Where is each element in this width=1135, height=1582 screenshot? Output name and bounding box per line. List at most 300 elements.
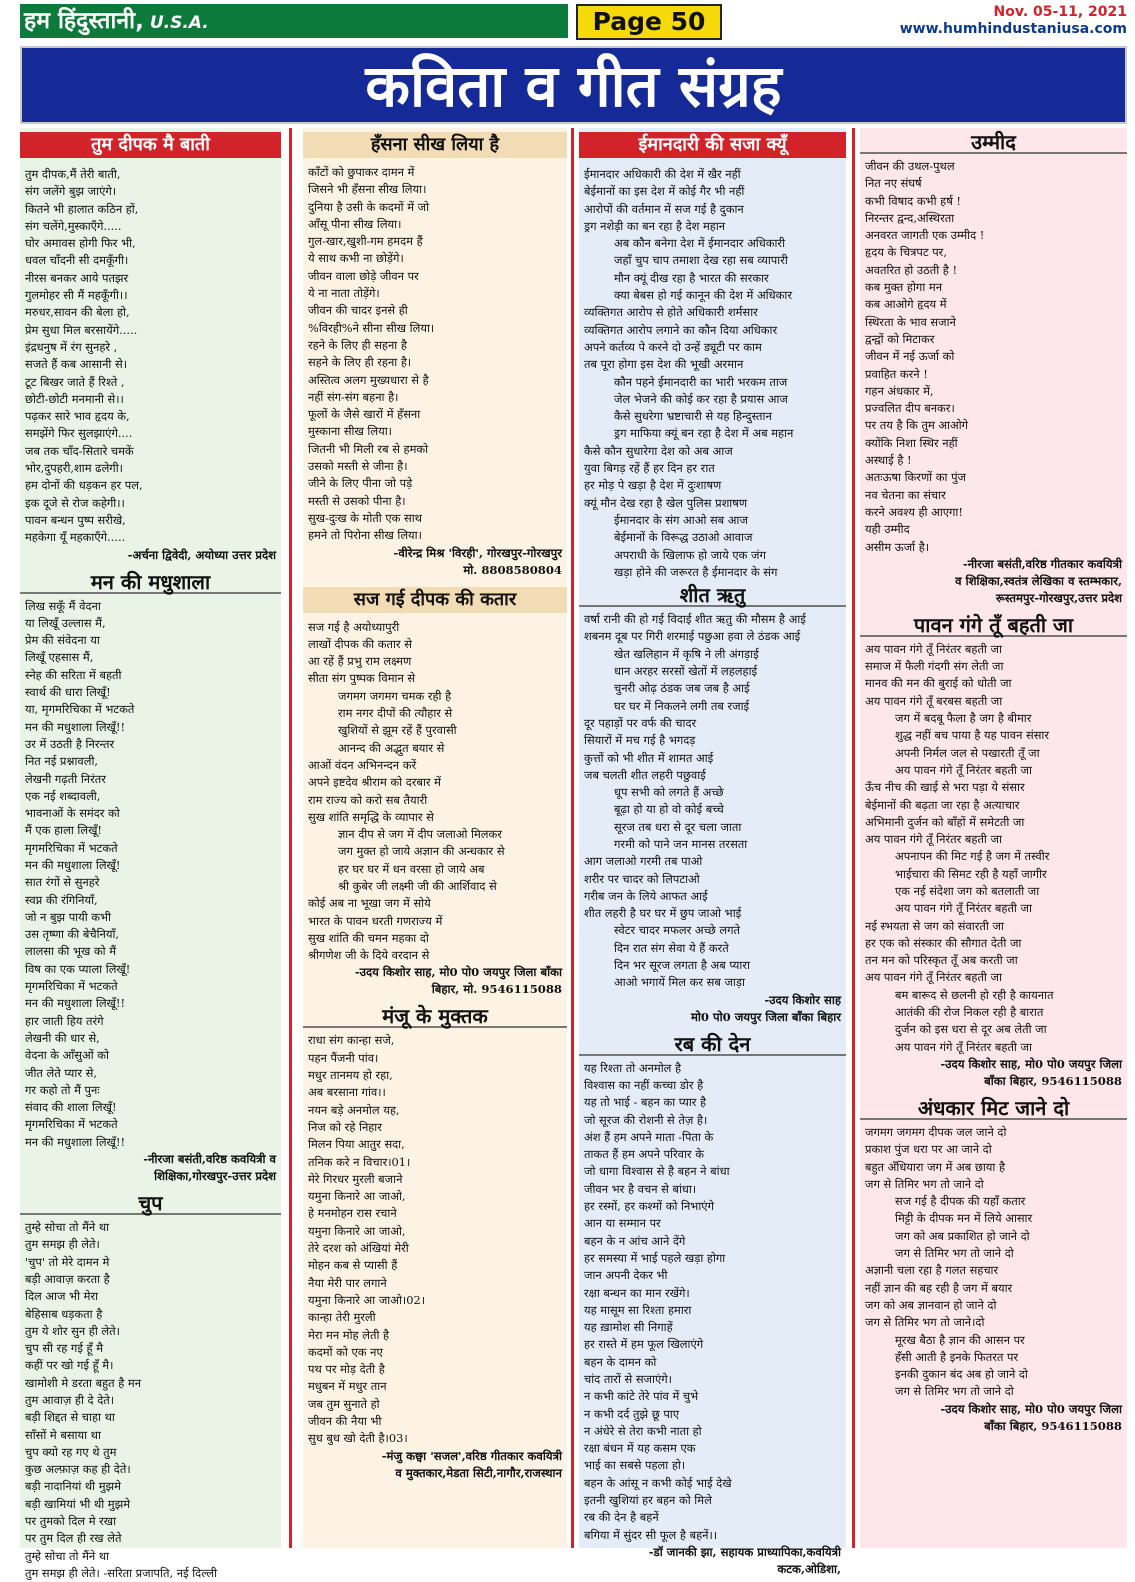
poem-line: समाज में फैली गंदगी संग लेती जा: [865, 659, 1004, 674]
poem-line: संग जलेंगे बुझ जाएंगे।: [25, 184, 117, 199]
poem-line: जगमग जगमग दीपक जल जाने दो: [865, 1124, 1007, 1139]
poem-line: तुम दीपक,मैं तेरी बाती,: [25, 167, 121, 181]
poem-line: आन या सम्मान पर: [584, 1216, 661, 1231]
poem-line: नैया मेरी पार लगाने: [308, 1275, 387, 1290]
poem-line: क्यूं मौन देख रहा है खेल पुलिस प्रशाषण: [584, 495, 748, 510]
poem-line: भाई का सबसे पहला हो।: [584, 1458, 686, 1473]
poem-line: अभिमानी दुर्जन को बाँहों में समेटती जा: [865, 814, 1025, 829]
poem-line: चांद तारों से सजाएंगे।: [584, 1372, 672, 1386]
poem-line: मिलन पिया आतुर सदा,: [308, 1137, 405, 1152]
poem-line: रक्षा बंधन में यह कसम एक: [584, 1441, 696, 1456]
poem-line: बूढ़ा हो या हो वो कोई बच्चे: [614, 802, 724, 817]
poem-line: ये ना नाता तोड़ेंगे।: [308, 286, 380, 301]
poem-line: जीवन की उथल-पुथल: [865, 159, 955, 173]
poem-line: स्वार्थ की धारा लिखूँ!: [25, 685, 111, 700]
poem-author: [579, 992, 846, 1030]
author-line: रूस्तमपुर-गोरखपुर,उत्तर प्रदेश: [995, 590, 1122, 605]
poem-line: खेत खलिहान में कृषि ने ली अंगड़ाई: [614, 646, 759, 661]
poem-line: तुम समझ ही लेते। -सरिता प्रजापति, नई दिल्ली: [25, 1565, 218, 1580]
poem-line: कौन पहने ईमानदारी का भारी भरकम ताज: [614, 374, 788, 389]
poem-line: अय पावन गंगे तूँ निरंतर बहती जा: [895, 762, 1032, 777]
poem-line: सुख शांति की चमन महका दो: [308, 930, 429, 945]
poem-line: शबनम दूब पर गिरी शरमाई पछुआ हवा ले ठंडक आई: [584, 629, 801, 644]
poem-line: दुनिया है उसी के कदमों में जो: [308, 199, 430, 214]
poem-line: अब बरसाना गांव।।: [308, 1085, 386, 1100]
poem-line: आ रहें हैं प्रभु राम लक्ष्मण: [308, 654, 412, 669]
author-line: -उदय किशोर साह, मो0 पो0 जयपुर जिला: [940, 1056, 1122, 1071]
poem-line: कुछ अल्फ़ाज़ कह ही देते।: [25, 1462, 131, 1477]
poem-author: [20, 547, 281, 568]
poem-line: या, मृगमरिचिका में भटकते: [25, 702, 135, 717]
poem-body: [20, 598, 281, 1152]
poem-line: ये साथ कभी ना छोड़ेंगे।: [308, 251, 404, 266]
poem-line: इनकी दुकान बंद अब हो जाने दो: [895, 1367, 1028, 1382]
poem-line: हर एक को संस्कार की सौगात देती जा: [865, 935, 1022, 950]
poem-line: अवतरित हो उठती है !: [865, 262, 958, 277]
poem-line: बड़ी खामियां भी थी मुझमे: [25, 1496, 131, 1511]
poem-line: जग से तिमिर भग तो जाने दो: [895, 1246, 1014, 1261]
author-line: -नीरजा बसंती,वरिष्ठ कवयित्री व: [143, 1152, 276, 1167]
poem-line: संग चलेंगे,मुस्काएँगे.....: [25, 218, 122, 233]
poem-line: लिख सकूँ मैं वेदना: [25, 598, 101, 613]
poem-line: हृदय के चित्रपट पर,: [865, 245, 947, 260]
poem-line: जग से तिमिर भग तो जाने दो: [895, 1384, 1014, 1399]
poem-line: प्रकाश पुंज धरा पर आ जाने दो: [865, 1142, 992, 1157]
poem-line: हर समस्या में भाई पहले खड़ा होगा: [584, 1250, 726, 1265]
poem-title: ईमानदारी की सजा क्यूँ: [579, 132, 846, 158]
poem-line: रहने के लिए ही सहना है: [308, 337, 407, 352]
poem-line: लालसा की भूख को मैं: [25, 944, 117, 959]
poem-line: आतंकी की रोज निकल रही है बारात: [895, 1005, 1044, 1020]
poem-line: गुल-खार,खुशी-गम हमदम हैं: [308, 234, 423, 249]
author-line: बिहार, मो. 9546115088: [431, 982, 562, 997]
poem-line: युवा बिगड़ रहें हैं हर दिन हर रात: [584, 461, 715, 476]
poem-line: जीवन की नैया भी: [308, 1414, 382, 1428]
poem-line: न कभी कांटे तेरे पांव में चुभे: [584, 1389, 699, 1404]
poem-line: अय पावन गंगे तूँ निरंतर बहती जा: [865, 832, 1002, 847]
poem-line: राम नगर दीपों की त्यौहार से: [338, 706, 453, 721]
poem-line: मन की मधुशाला लिखूँ!!: [25, 1134, 126, 1149]
poem-line: सीता संग पुष्पक विमान से: [308, 671, 416, 686]
poem-body: [303, 1032, 567, 1447]
poem-line: चुप सी रह गई हूँ मै: [25, 1341, 104, 1356]
poem-line: अय पावन गंगे तूँ निरंतर बहती जा: [865, 970, 1002, 985]
poem-line: मन की मधुशाला लिखूँ!!: [25, 719, 126, 734]
poem-line: कभी विषाद कभी हर्ष !: [865, 193, 961, 208]
paper-name: [20, 4, 568, 38]
poem-line: श्रीगणेश जी के दिये वरदान से: [308, 948, 430, 963]
poem-line: कान्हा तेरी मुरली: [308, 1310, 376, 1325]
poem-line: 'चुप' तो मेरे दामन मे: [25, 1254, 110, 1269]
poem-line: काँटों को छुपाकर दामन में: [308, 165, 415, 179]
poem-line: अय पावन गंगे तूँ निरंतर बहती जा: [895, 1039, 1032, 1054]
poem-line: ताकत हैं हम अपने परिवार के: [584, 1147, 704, 1162]
poem-author: [860, 556, 1127, 611]
poem-line: शीत लहरी है घर घर में छुप जाओ भाई: [584, 906, 742, 921]
poem-line: मेरे गिरधर मुरली बजाने: [308, 1171, 403, 1186]
poem-line: जग मुक्त हो जाये अज्ञान की अन्धकार से: [338, 844, 505, 859]
poem-line: भोर,दुपहरी,शाम ढलेगी।: [25, 461, 123, 476]
poem-line: गर कहो तो मैं पुनः: [25, 1082, 100, 1097]
poem-line: दिन रात संग सेवा ये हैं करते: [614, 940, 729, 955]
poem-line: जब चलती शीत लहरी पछुवाई: [584, 767, 706, 782]
poem-line: मरुधर,सावन की बेला हो,: [25, 305, 130, 320]
poem-line: धूप सभी को लगते हैं अच्छे: [614, 785, 724, 800]
poem-line: तुम समझ ही लेते।: [25, 1237, 100, 1252]
poem-line: उर में उठती है निरन्तर: [25, 736, 115, 751]
poem-line: जग में बदबू फैला है जग है बीमार: [895, 711, 1032, 726]
poem-line: बेहिसाब धड़कता है: [25, 1306, 103, 1321]
poem-line: पढ़कर सारे भाव हृदय के,: [25, 409, 130, 424]
poem-line: नित नई प्रश्नावली,: [25, 754, 99, 769]
poem-line: तेरे दरश को अंखियां मेरी: [308, 1241, 409, 1256]
poem-line: जो धागा विश्वास से है बहन ने बांधा: [584, 1164, 730, 1179]
author-line: -अर्चना द्विवेदी, अयोध्या उत्तर प्रदेश: [127, 547, 276, 562]
poem-line: सजते हैं कब आसानी से।: [25, 357, 128, 372]
poem-line: हर रास्ते में हम फूल खिलाएंगे: [584, 1337, 704, 1352]
poem-line: आनन्द की अद्भुत बयार से: [338, 740, 445, 755]
poem-line: इतनी खुशियां हर बहन को मिले: [584, 1493, 712, 1508]
poem-line: अज्ञानी चला रहा है गलत सहचार: [865, 1263, 999, 1278]
author-line: व मुक्तकार,मेडता सिटी,नागौर,राजस्थान: [395, 1465, 562, 1480]
masthead: [20, 4, 1127, 42]
poem-line: दिल आज भी मेरा: [25, 1289, 99, 1304]
column-1: [20, 128, 281, 1580]
poem-line: प्रवाहित करने !: [865, 366, 928, 381]
poem-line: तब पूरा होगा इस देश की भूखी अरमान: [584, 357, 744, 372]
poem-line: नव चेतना का संचार: [865, 487, 946, 502]
poem-line: लेखनी गढ़ती निरंतर: [25, 771, 106, 786]
poem-line: बेईमानों का इस देश में कोई गैर भी नहीं: [584, 184, 745, 199]
poem-line: शरीर पर चादर को लिपटाओ: [584, 871, 700, 886]
poem-line: नयन बड़े अनमोल यह,: [308, 1102, 400, 1117]
poem-line: आओ भगायें मिल कर सब जाड़ा: [614, 975, 745, 990]
poem-line: उस तृष्णा की बेचैनियाँ,: [25, 927, 120, 942]
poem-line: एक नई शब्दावली,: [25, 788, 101, 803]
poem-line: तुम आवाज़ ही दे देते।: [25, 1393, 115, 1407]
poem-line: स्वप्न की रंगिनियाँ,: [25, 892, 98, 907]
poem-line: जहाँ चुप चाप तमाशा देख रहा सब व्यापारी: [614, 253, 788, 268]
poem-line: श्री कुबेर जी लक्ष्मी जी की आर्शिवाद से: [338, 878, 497, 893]
poem-line: व्यक्तिगत आरोप लगाने का कौन दिया अधिकार: [584, 322, 778, 337]
poem-line: सज गई है दीपक की यहाँ कतार: [895, 1194, 1026, 1209]
author-line: -मंजु कछ्वा 'सजल',वरिष्ठ गीतकार कवयित्री: [381, 1448, 562, 1463]
poem-author: [20, 1151, 281, 1189]
author-line: बाँका बिहार, 9546115088: [984, 1073, 1122, 1088]
poem-line: यमुना किनारे आ जाओ,: [308, 1189, 406, 1204]
poem-line: धवल चाँदनी सी दमकूँगी।: [25, 253, 129, 268]
poem-line: भावनाओं के समंदर को: [25, 806, 120, 821]
poem-line: जान अपनी देकर भी: [584, 1268, 668, 1283]
poem-line: इक दूजे से रोज कहेगी।।: [25, 495, 125, 510]
poem-line: न अंधेरे से तेरा कभी नाता हो: [584, 1423, 702, 1438]
poem-title: शीत ऋतु: [579, 583, 846, 607]
poem-line: महकेगा यूँ महकाएँगे.....: [25, 530, 126, 545]
poem-line: गहन अंधकार में,: [865, 383, 934, 398]
poem-line: नीरस बनकर आये पतझर: [25, 270, 129, 285]
poem-body: [860, 158, 1127, 556]
poem-line: कुत्तों को भी शीत में शामत आई: [584, 750, 714, 765]
poem-author: [860, 1401, 1127, 1439]
column-divider: [852, 128, 855, 1548]
poem-line: भाईचारा की सिमट रही है यहाँ जागीर: [895, 866, 1047, 881]
poem-line: विश्वास का नहीं कच्चा डोर है: [584, 1077, 704, 1092]
poem-body: [860, 641, 1127, 1056]
poem-line: सूरज तब धरा से दूर चला जाता: [614, 819, 742, 834]
poem-line: मन की मधुशाला लिखूँ!!: [25, 996, 126, 1011]
poem-line: हर मोड़ पे खड़ा है देश में दुःशाषण: [584, 478, 722, 493]
poem-line: अपनापन की मिट गई है जग में तस्वीर: [895, 849, 1050, 864]
section-banner: कविता व गीत संग्रह: [20, 46, 1127, 124]
poem-title: तुम दीपक मै बाती: [20, 132, 281, 158]
poem-line: अपराधी के खिलाफ हो जाये एक जंग: [614, 547, 766, 562]
poem-line: जीवन भर है वचन से बांधा।: [584, 1181, 697, 1196]
poem-line: बेईमानों के विरूद्ध उठाओ आवाज: [614, 530, 753, 545]
poem-body: [579, 611, 846, 992]
poem-line: सुध बुध खो देती है।03।: [308, 1431, 408, 1446]
poem-line: मधुबन में मधुर तान: [308, 1379, 387, 1394]
author-line: कटक,ओडिशा,: [777, 1561, 841, 1576]
poem-line: एक नई संदेशा जग को बतलाती जा: [895, 883, 1040, 898]
poem-line: खड़ा होने की जरूरत है ईमानदार के संग: [614, 564, 778, 579]
page-number: Page 50: [576, 4, 722, 40]
poem-line: जीवन वाला छोड़े जीवन पर: [308, 268, 419, 283]
poem-line: अंश हैं हम अपने माता -पिता के: [584, 1129, 714, 1144]
poem-line: राधा संग कान्हा सजे,: [308, 1033, 395, 1048]
poem-line: यह ख़ामोश सी निगाहें: [584, 1320, 673, 1335]
poem-line: जगमग जगमग चमक रही है: [338, 688, 452, 703]
poem-line: लिखूँ एहसास मैं,: [25, 650, 94, 665]
poem-line: भारत के पावन धरती गणराज्य में: [308, 913, 443, 928]
poem-line: तनिक करे न विचार।01।: [308, 1154, 411, 1169]
poem-title: उम्मीद: [860, 130, 1127, 154]
poem-line: नहीं ज्ञान की बह रही है जग में बयार: [865, 1280, 1013, 1295]
poem-line: नित नए संघर्ष: [865, 176, 922, 191]
poem-line: कितने भी हालात कठिन हों,: [25, 201, 139, 216]
poem-line: पर तुमको दिल मे रखा: [25, 1514, 117, 1529]
poem-line: अपने कर्तव्य पे करने दो उन्हें ड्यूटी पर काम: [584, 339, 762, 354]
poem-body: [303, 619, 567, 965]
poem-line: सात रंगों से सुनहरे: [25, 875, 100, 890]
poem-line: दुर्जन को इस धरा से दूर अब लेती जा: [895, 1022, 1047, 1037]
poem-line: मानव की मन की बुराई को धोती जा: [865, 676, 1012, 691]
poem-line: प्रज्वलित दीप बनकर।: [865, 401, 955, 416]
poem-line: उसको मस्ती से जीना है।: [308, 459, 408, 474]
poem-line: %विरही%ने सीना सीख लिया।: [308, 320, 435, 335]
header-info: [900, 4, 1127, 38]
paper-usa: U.S.A.: [149, 13, 209, 33]
poem-line: विष का एक प्याला लिखूँ!: [25, 961, 131, 976]
poem-line: यह रिश्ता तो अनमोल है: [584, 1060, 682, 1075]
author-line: -वीरेन्द्र मिश्र 'विरही', गोरखपुर-गोरखपुर: [393, 545, 562, 560]
poem-line: क्या बेबस हो गई कानून की देश में अधिकार: [614, 288, 792, 303]
poem-title: चुप: [20, 1191, 281, 1215]
poem-line: क्योंकि निशा स्थिर नहीं: [865, 435, 958, 450]
poem-line: या लिखूँ उल्लास मैं,: [25, 615, 106, 630]
poem-line: बहन के न आंच आने देंगे: [584, 1233, 686, 1248]
poem-author: [303, 545, 567, 583]
author-line: मो. 8808580804: [463, 562, 562, 577]
poem-line: सज गई है अयोध्यापुरी: [308, 619, 400, 634]
poem-line: साँसों मे बसाया था: [25, 1427, 101, 1442]
poem-author: [303, 964, 567, 1002]
poem-line: सियारों में मच गई है भगदड़: [584, 733, 696, 748]
poem-line: जग से तिमिर भग तो जाने।दो: [865, 1315, 985, 1330]
poem-line: घोर अमावस होगी फिर भी,: [25, 236, 136, 251]
poem-body: [860, 1124, 1127, 1401]
poem-line: रक्षा बन्धन का मान रखेंगे।: [584, 1285, 690, 1300]
poem-line: जेल भेजने की कोई कर रहा है प्रयास आज: [614, 391, 788, 406]
poem-line: पहन पैंजनी पांव।: [308, 1050, 379, 1065]
poem-line: हँसी आती है इनके फितरत पर: [895, 1349, 1019, 1364]
poem-author: [860, 1056, 1127, 1094]
poem-line: जीवन की चादर इनसे ही: [308, 303, 408, 318]
paper-name-text: हम हिंदुस्तानी,: [24, 8, 144, 34]
poem-line: मोहन कब से प्यासी हैं: [308, 1258, 398, 1273]
poem-line: यह तो भाई - बहन का प्यार है: [584, 1095, 707, 1110]
column-2: [303, 128, 567, 1548]
poem-line: जग को अब प्रकाशित हो जाने दो: [895, 1228, 1030, 1243]
poem-line: हर रस्मों, हर कश्मों को निभाएंगे: [584, 1199, 714, 1214]
poem-line: ज्ञान दीप से जग में दीप जलाओ मिलकर: [338, 827, 502, 842]
poem-line: जग से तिमिर भग तो जाने दो: [865, 1176, 984, 1191]
poem-body: [20, 166, 281, 547]
poem-line: राम राज्य को करो सब तैयारी: [308, 792, 428, 807]
poem-title: मन की मधुशाला: [20, 570, 281, 594]
poem-line: जब तुम सुनाते हो: [308, 1396, 380, 1411]
poem-title: सज गई दीपक की कतार: [303, 587, 567, 613]
poem-line: संवाद की शाला लिखूँ!: [25, 1100, 117, 1115]
poem-line: आरोपों की वर्तमान में सज गई है दुकान: [584, 201, 744, 216]
poem-line: चुनरी ओढ़ ठंडक जब जब है आई: [614, 681, 750, 696]
poem-line: यही उम्मीद: [865, 522, 910, 537]
poem-line: तुम्हे सोचा तो मैंने था: [25, 1220, 110, 1235]
poem-line: स्थिरता के भाव सजाने: [865, 314, 956, 329]
poem-title: हँसना सीख लिया है: [303, 132, 567, 158]
poem-title: रब की देन: [579, 1032, 846, 1056]
poem-line: तुम ये शोर सुन ही लेते।: [25, 1323, 120, 1338]
poem-line: टूट बिखर जाते हैं रिश्ते ,: [25, 374, 125, 389]
poem-line: बड़ी शिद्दत से चाहा था: [25, 1410, 115, 1425]
poem-line: कहीं पर खो गई हूँ मै।: [25, 1358, 114, 1373]
poem-line: दिन भर सूरज लगता है अब प्यारा: [614, 958, 750, 973]
poem-line: ड्रग नशेड़ी का बन रहा है देश महान: [584, 218, 726, 233]
poem-line: लेखनी की धार से,: [25, 1030, 100, 1045]
poem-body: [579, 166, 846, 581]
poem-line: स्नेह की सरिता में बहती: [25, 667, 122, 682]
poem-line: अस्थाई है !: [865, 453, 912, 468]
poem-line: लाखों दीपक की कतार से: [308, 636, 412, 651]
poem-line: अय पावन गंगे तूँ निरंतर बहती जा: [895, 901, 1032, 916]
poem-line: बहुत अँधियारा जग में अब छाया है: [865, 1159, 1006, 1174]
column-divider: [571, 128, 574, 1548]
poem-line: यमुना किनारे आ जाओ।02।: [308, 1292, 426, 1307]
author-line: व शिक्षिका,स्वतंत्र लेखिका व स्तम्भकार,: [955, 573, 1122, 588]
poem-line: पर तय है कि तुम आओगे: [865, 418, 969, 433]
poem-title: अंधकार मिट जाने दो: [860, 1096, 1127, 1120]
poem-line: घर घर में निकलने लगी तब रजाई: [614, 698, 750, 713]
poem-title: पावन गंगे तूँ बहती जा: [860, 613, 1127, 637]
column-3: [579, 128, 846, 1576]
poem-line: अय पावन गंगे तूँ निरंतर बहती जा: [865, 641, 1002, 656]
poem-line: वर्षा रानी की हो गई विदाई शीत ऋतु की मौसम है आई: [584, 612, 806, 627]
poem-line: हर घर घर में धन वरसा हो जाये अब: [338, 861, 485, 876]
poem-line: असीम ऊर्जा है।: [865, 539, 930, 554]
poem-body: [303, 164, 567, 545]
poem-body: [579, 1060, 846, 1544]
poem-line: अपने इष्टदेव श्रीराम को दरबार में: [308, 775, 441, 790]
poem-line: सहने के लिए ही रहना है।: [308, 355, 412, 370]
poem-line: बहन के आंसू न कभी कोई भाई देखे: [584, 1475, 732, 1490]
poem-line: तुम्हे सोचा तो मैंने था: [25, 1548, 110, 1563]
poem-line: जिसने भी हँसना सीख लिया।: [308, 182, 427, 197]
website-link[interactable]: www.humhindustaniusa.com: [899, 21, 1127, 37]
poem-line: मधुर तानमय हो रहा,: [308, 1068, 393, 1083]
poem-line: जितनी भी मिली रब से हमको: [308, 441, 429, 456]
poem-line: जीत लेते प्यार से,: [25, 1065, 97, 1080]
poem-author: [579, 1544, 846, 1582]
poem-line: प्रेम की संवेदना या: [25, 633, 100, 648]
poem-line: चुप क्यो रह गए थे तुम: [25, 1444, 117, 1459]
poem-line: निज को रहे निहार: [308, 1119, 382, 1134]
poem-line: ईमानदार के संग आओ सब आज: [614, 512, 748, 527]
poem-line: गुलमोहर सी मैं महकूँगी।।: [25, 288, 128, 303]
author-line: -नीरजा बसंती,वरिष्ठ गीतकार कवयित्री: [962, 556, 1122, 571]
author-line: -उदय किशोर साह, मो0 पो0 जयपुर जिला: [940, 1401, 1122, 1416]
poem-line: रब की देन है बहनें: [584, 1510, 659, 1525]
poem-line: मुस्काना सीख लिया।: [308, 424, 392, 439]
poem-line: वेदना के आँसुओं को: [25, 1048, 109, 1063]
poem-line: कैसे सुधरेगा भ्रष्टाचारी से यह हिन्दुस्तान: [614, 409, 772, 424]
poem-line: शुद्ध नहीं बच पाया है यह पावन संसार: [895, 728, 1050, 743]
poem-line: आओं वंदन अभिनन्दन करें: [308, 757, 417, 772]
poem-line: ड्रग माफिया क्यूं बन रहा है देश में अब महान: [614, 426, 794, 441]
poem-line: अनवरत जागती एक उम्मीद !: [865, 228, 985, 243]
poem-line: अस्तित्व अलग मुख्यधारा से है: [308, 372, 429, 387]
issue-date: Nov. 05-11, 2021: [993, 4, 1127, 20]
poem-line: कब मुक्त होगा मन: [865, 280, 943, 295]
poem-line: कोई अब ना भूखा जग में सोये: [308, 896, 431, 911]
author-line: -उदय किशोर साह, मो0 पो0 जयपुर जिला बाँका: [354, 965, 562, 980]
poem-line: कदमों को एक नए: [308, 1344, 383, 1359]
poem-line: गरीब जन के लिये आफत आई: [584, 888, 708, 903]
poem-line: नई स्भयता से जग को संवारती जा: [865, 918, 1004, 933]
poem-line: जग को अब ज्ञानवान हो जाने दो: [865, 1297, 997, 1312]
poem-line: जो सूरज की रोशनी से तेज़ है।: [584, 1112, 708, 1127]
poem-line: मेरा मन मोह लेती है: [308, 1327, 390, 1342]
poem-line: द्वन्द्वों को मिटाकर: [865, 331, 935, 346]
poem-line: मस्ती से उसको पीना है।: [308, 493, 406, 508]
poem-line: अब कौन बनेगा देश में ईमानदार अधिकारी: [614, 236, 786, 251]
poem-line: खामोशी मे डरता बहुत है मन: [25, 1375, 142, 1390]
poem-line: व्यक्तिगत आरोप से होते अधिकारी शर्मसार: [584, 305, 758, 320]
poem-line: बम बारूद से छलनी हो रही है कायनात: [895, 987, 1054, 1002]
author-line: शिक्षिका,गोरखपुर-उत्तर प्रदेश: [154, 1169, 276, 1184]
poem-line: पथ पर मोड़ देती है: [308, 1362, 385, 1377]
poem-line: पावन बन्धन पुष्प सरीखे,: [25, 512, 126, 527]
poem-line: बेईमानों की बढ़ता जा रहा है अत्याचार: [865, 797, 1020, 812]
poem-line: बगिया में सुंदर सी फूल है बहनें।।: [584, 1527, 718, 1542]
poem-line: बड़ी आवाज़ करता है: [25, 1271, 110, 1286]
poem-line: बहन के दामन को: [584, 1354, 657, 1369]
poem-line: सुख-दुःख के मोती एक साथ: [308, 510, 422, 525]
poem-line: मन की मधुशाला लिखूँ!: [25, 857, 121, 872]
poem-line: बड़ी नादानियां थी मुझमे: [25, 1479, 121, 1494]
poem-line: यह मासूम सा रिश्ता हमारा: [584, 1302, 692, 1317]
poem-line: ईमानदार अधिकारी की देश में खैर नहीं: [584, 167, 741, 181]
poem-line: समझेंगे फिर सुलझाएंगे....: [25, 426, 133, 441]
poem-line: फूलों के जैसे खारों में हँसना: [308, 407, 421, 422]
